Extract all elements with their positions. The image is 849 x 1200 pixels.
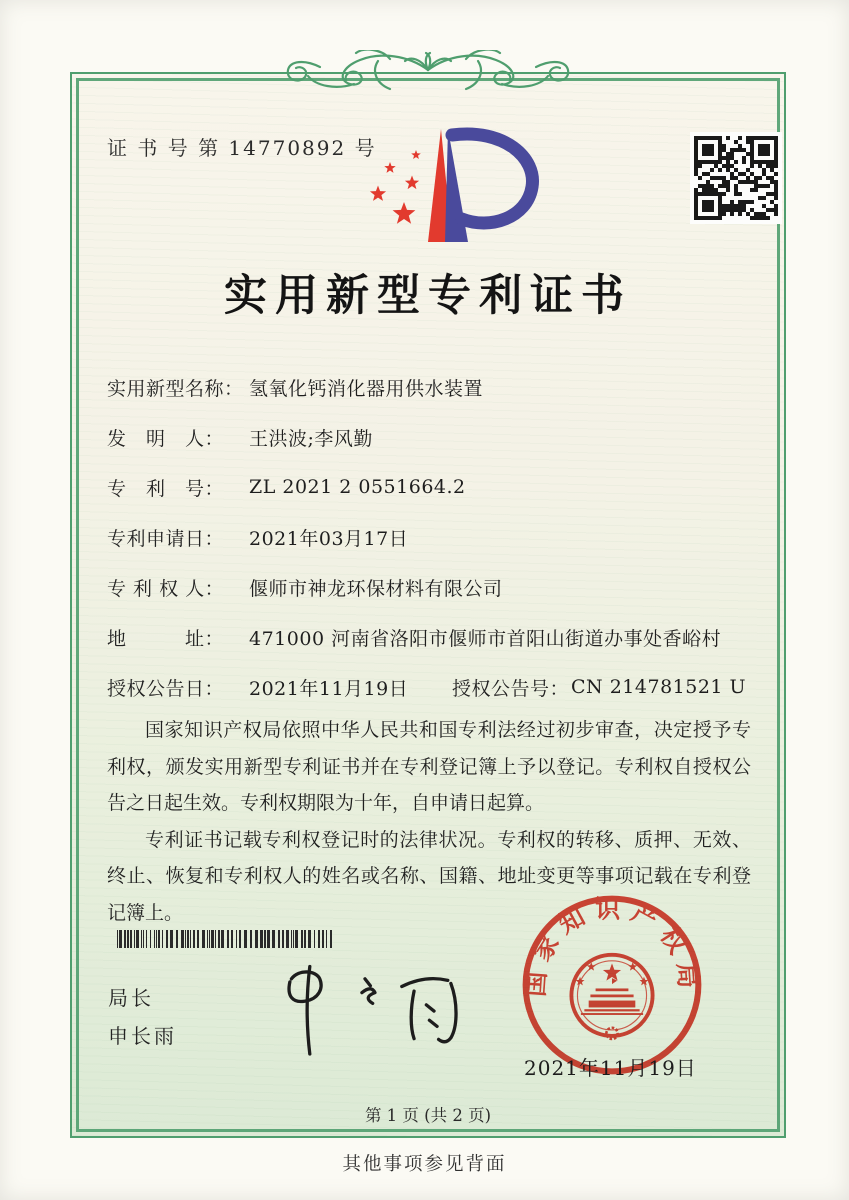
handwritten-signature xyxy=(250,952,480,1067)
seal-date: 2021年11月19日 xyxy=(524,1056,697,1080)
field-value: 王洪波;李风勤 xyxy=(249,427,373,450)
field-label: 专 利 权 人： xyxy=(107,577,225,600)
grant-date-value: 2021年11月19日 xyxy=(249,677,409,700)
grant-number-pair xyxy=(452,662,746,712)
certificate-title: 实用新型专利证书 xyxy=(224,271,632,321)
field-list xyxy=(107,362,754,712)
field-row-grant xyxy=(107,662,754,712)
back-note: 其他事项参见背面 xyxy=(342,1154,507,1175)
field-row-patentee xyxy=(107,562,754,612)
field-label: 发 明 人： xyxy=(107,427,225,450)
field-value: ZL 2021 2 0551664.2 xyxy=(249,476,466,498)
signer-name: 申长雨 xyxy=(108,1024,177,1048)
border-flourish-ornament xyxy=(258,50,598,98)
logo-stars xyxy=(370,150,421,224)
grant-number-label: 授权公告号： xyxy=(452,677,570,700)
barcode xyxy=(117,930,333,948)
field-value: 氢氧化钙消化器用供水装置 xyxy=(249,377,484,400)
field-value: 2021年03月17日 xyxy=(249,527,409,550)
field-value: 偃师市神龙环保材料有限公司 xyxy=(249,577,503,600)
grant-date-label: 授权公告日： xyxy=(107,677,225,700)
field-label: 地 址： xyxy=(107,627,225,650)
national-emblem-icon xyxy=(571,955,652,1039)
legal-paragraph-2: 专利证书记载专利权登记时的法律状况。专利权的转移、质押、无效、终止、恢复和专利权人的姓名或名称、国籍、地址变更等事项记载在专利登记簿上。 xyxy=(107,828,751,924)
certificate-border-frame xyxy=(70,72,786,1138)
signer-title: 局长 xyxy=(108,986,154,1010)
certificate-number: 证 书 号 第 14770892 号 xyxy=(107,136,377,160)
seal-text: 国家知识产权局 xyxy=(519,893,705,998)
field-row-inventors xyxy=(107,412,754,462)
field-label: 专利申请日： xyxy=(107,527,225,550)
field-row-address xyxy=(107,612,754,662)
cnipa-logo-icon xyxy=(344,126,556,248)
page-number: 第 1 页 (共 2 页) xyxy=(364,1106,492,1125)
grant-number-value: CN 214781521 U xyxy=(571,676,747,698)
legal-paragraph-1: 国家知识产权局依照中华人民共和国专利法经过初步审查，决定授予专利权，颁发实用新型专利证书并在专利登记簿上予以登记。专利权自授权公告之日起生效。专利权期限为十年，自申请日起算。 xyxy=(107,719,751,814)
field-row-filing-date xyxy=(107,512,754,562)
field-value: 471000 河南省洛阳市偃师市首阳山街道办事处香峪村 xyxy=(249,627,722,650)
field-label: 专 利 号： xyxy=(107,477,225,500)
field-label: 实用新型名称： xyxy=(107,377,244,400)
field-row-patent-number xyxy=(107,462,754,512)
qr-code xyxy=(690,132,782,224)
field-row-utility-name xyxy=(107,362,754,412)
